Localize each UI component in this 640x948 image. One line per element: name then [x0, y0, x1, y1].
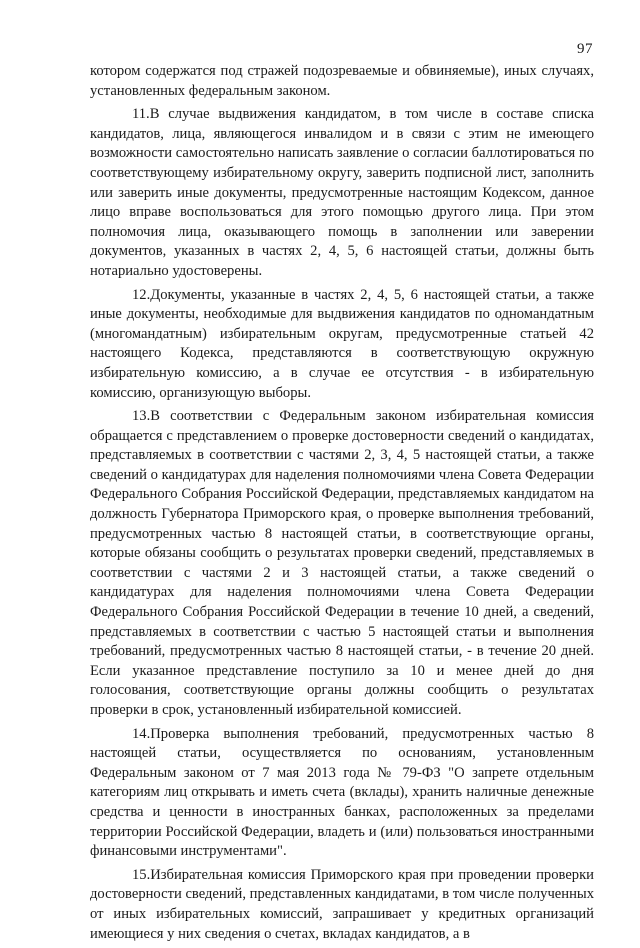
paragraph-item-13: 13.В соответствии с Федеральным законом избирательная комиссия обращается с представлением о проверке достоверности сведений о кандидатах, представляемых в соответствии с частями 2, 3, 4, 5 настоящей статьи, а также сведений о кандидатурах для наделения полномочиями члена Совета Федерации Федерального Собрания Российской Федерации, представляемых кандидатом на должность Губернатора Приморского края, о проверке выполнения требований, предусмотренных частью 8 настоящей статьи, в соответствующие органы, которые обязаны сообщить о результатах проверки сведений, представляемых в соответствии с частями 2 и 3 настоящей статьи, а также сведений о кандидатурах для наделения полномочиями члена Совета Федерации Федерального Собрания Российской Федерации в течение 10 дней, а сведений, представляемых в соответствии с частью 5 настоящей статьи и выполнения требований, предусмотренных частью 8 настоящей статьи, - в течение 20 дней. Если указанное представление поступило за 10 и менее дней до дня голосования, соответствующие органы должны сообщить о результатах проверки в срок, установленный избирательной комиссией.: [90, 408, 594, 718]
page-number: 97: [577, 41, 593, 57]
paragraph-item-11: 11.В случае выдвижения кандидатом, в том числе в составе списка кандидатов, лица, являющегося инвалидом и в связи с этим не имеющего возможности самостоятельно написать заявление о согласии баллотироваться по соответствующему избирательному округу, заверить подписной лист, заполнить или заверить иные документы, предусмотренные настоящим Кодексом, данное лицо вправе воспользоваться для этого помощью другого лица. При этом полномочия лица, оказывающего помощь в заполнении или заверении документов, указанных в частях 2, 4, 5, 6 настоящей статьи, должны быть нотариально удостоверены.: [90, 106, 594, 279]
paragraph-continuation: котором содержатся под стражей подозреваемые и обвиняемые), иных случаях, установленных федеральным законом.: [90, 63, 594, 99]
paragraph-item-15: 15.Избирательная комиссия Приморского края при проведении проверки достоверности сведений, представленных кандидатами, в том числе полученных от иных избирательных комиссий, запрашивает у кредитных организаций имеющиеся у них сведения о счетах, вкладах кандидатов, а в: [90, 866, 594, 942]
paragraph-item-12: 12.Документы, указанные в частях 2, 4, 5, 6 настоящей статьи, а также иные документы, необходимые для выдвижения кандидатов по одномандатным (многомандатным) избирательным округам, предусмотренные статьей 42 настоящего Кодекса, представляются в соответствующую окружную избирательную комиссию, а в случае ее отсутствия - в избирательную комиссию, организующую выборы.: [90, 286, 594, 401]
paragraph-item-14: 14.Проверка выполнения требований, предусмотренных частью 8 настоящей статьи, осуществляется по основаниям, установленным Федеральным законом от 7 мая 2013 года № 79-ФЗ "О запрете отдельным категориям лиц открывать и иметь счета (вклады), хранить наличные денежные средства и ценности в иностранных банках, расположенных за пределами территории Российской Федерации, владеть и (или) пользоваться иностранными финансовыми инструментами".: [90, 725, 594, 860]
document-body: [90, 62, 594, 948]
